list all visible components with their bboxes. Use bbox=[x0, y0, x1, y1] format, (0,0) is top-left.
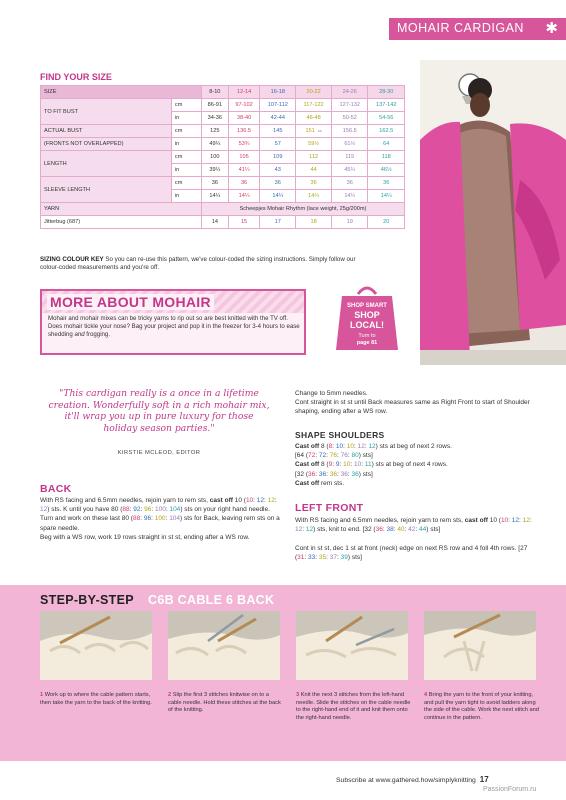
back-heading: BACK bbox=[40, 483, 72, 495]
table-note: xx bbox=[317, 128, 322, 133]
table-cell: 54-56 bbox=[368, 112, 405, 125]
table-cell: 14¼ bbox=[201, 190, 228, 203]
table-cell: 117-122 bbox=[296, 99, 332, 112]
table-cell: 46½ bbox=[368, 164, 405, 177]
left-front-heading: LEFT FRONT bbox=[295, 502, 364, 514]
bag-text-1: SHOP SMART bbox=[347, 303, 387, 309]
yarn-shade-label: Jitterbug (687) bbox=[41, 216, 202, 229]
shopping-bag-icon bbox=[332, 280, 402, 352]
table-cell: 36 bbox=[201, 177, 228, 190]
step-by-step-panel bbox=[0, 585, 566, 761]
star-icon: ✱ bbox=[545, 20, 558, 37]
table-cell: 36 bbox=[296, 177, 332, 190]
table-cell: 36 bbox=[228, 177, 260, 190]
unit-cell: in bbox=[171, 164, 201, 177]
size-col-header: 20-22 bbox=[296, 86, 332, 99]
step-2-caption: 2 Slip the first 3 stitches knitwise on to a cable needle. Hold these stitches at the back of the knitting. bbox=[168, 692, 281, 714]
size-table bbox=[40, 85, 405, 229]
table-cell: 64 bbox=[368, 138, 405, 151]
row-label: ACTUAL BUST bbox=[41, 125, 172, 138]
table-cell: 107-112 bbox=[260, 99, 296, 112]
size-col-header: 24-26 bbox=[332, 86, 368, 99]
step-by-step-title: STEP-BY-STEP bbox=[40, 593, 134, 607]
yarn-quantity-row bbox=[41, 216, 405, 229]
size-col-header: 12-14 bbox=[228, 86, 260, 99]
table-cell: 15 bbox=[228, 216, 260, 229]
table-cell: 137-142 bbox=[368, 99, 405, 112]
colour-key: SIZING COLOUR KEY So you can re-use this pattern, we've colour-coded the sizing instructions. Simply follow our colour-coded measurements and you're off. bbox=[40, 256, 356, 271]
table-cell: 53¾ bbox=[228, 138, 260, 151]
table-cell: 156.5 bbox=[332, 125, 368, 138]
box-body: Mohair and mohair mixes can be tricky yarns to rip out so are best knitted with the TV off. Does mohair tickle your nose? Bag your project and pop it in the freezer for 3-4 hours to ease shedding and frogging. bbox=[48, 315, 300, 339]
table-cell: 19 bbox=[332, 216, 368, 229]
row-label: SLEEVE LENGTH bbox=[41, 177, 172, 203]
bag-text-2: SHOP bbox=[354, 310, 380, 320]
table-cell: 112 bbox=[296, 151, 332, 164]
box-title: MORE ABOUT MOHAIR bbox=[47, 294, 214, 310]
subscribe-link[interactable]: Subscribe at www.gathered.how/simplyknitting bbox=[336, 777, 476, 784]
unit-cell: in bbox=[171, 138, 201, 151]
back-instructions: With RS facing and 6.5mm needles, rejoin yarn to rem sts, cast off 10 (10: 12: 12: 12) sts. K until you have 80 (88: 92: 96: 100: 104) sts on your right hand needle. Turn and work on these last 80 (88: 96: 100: 104) sts for Back, leaving rem sts on a spare needle. Beg with a WS row, work 19 rows straight in st st, ending after a WS row. bbox=[40, 497, 280, 541]
table-cell: 43 bbox=[260, 164, 296, 177]
yarn-row bbox=[41, 203, 405, 216]
more-about-mohair-box bbox=[40, 289, 306, 355]
table-cell: 14 bbox=[201, 216, 228, 229]
table-cell: 125 bbox=[201, 125, 228, 138]
step-by-step-subtitle: C6B CABLE 6 BACK bbox=[148, 593, 275, 607]
table-cell: 127-132 bbox=[332, 99, 368, 112]
left-front-text: With RS facing and 6.5mm needles, rejoin yarn to rem sts, cast off 10 (10: 12: 12: 12: 12) sts, knit to end. [32 (36: 38: 40: 42: 44) sts] bbox=[295, 517, 532, 534]
step-1-caption: 1 Work up to where the cable pattern starts, then take the yarn to the back of the knitting. bbox=[40, 692, 152, 706]
step-1-photo bbox=[40, 611, 152, 680]
table-row bbox=[41, 177, 405, 190]
row-label: (FRONTS NOT OVERLAPPED) bbox=[41, 138, 172, 151]
table-cell: 36 bbox=[368, 177, 405, 190]
table-cell: 49¼ bbox=[201, 138, 228, 151]
step-3-photo bbox=[296, 611, 408, 680]
table-cell: 61½ bbox=[332, 138, 368, 151]
bag-text-3: LOCAL! bbox=[350, 320, 384, 330]
size-header-row bbox=[41, 86, 405, 99]
bag-text-4: Turn to bbox=[358, 333, 376, 339]
table-cell: 45¼ bbox=[332, 164, 368, 177]
table-cell: 18 bbox=[296, 216, 332, 229]
table-cell: 14¼ bbox=[332, 190, 368, 203]
table-cell: 14¼ bbox=[260, 190, 296, 203]
size-col-header: 28-30 bbox=[368, 86, 405, 99]
size-col-header: 8-10 bbox=[201, 86, 228, 99]
table-cell: 42-44 bbox=[260, 112, 296, 125]
table-cell: 41¼ bbox=[228, 164, 260, 177]
table-cell: 145 bbox=[260, 125, 296, 138]
table-cell: 118 bbox=[368, 151, 405, 164]
table-cell: 86-91 bbox=[201, 99, 228, 112]
table-cell: 36 bbox=[332, 177, 368, 190]
unit-cell: cm bbox=[171, 151, 201, 164]
table-cell: 59½ bbox=[296, 138, 332, 151]
shape-shoulders-text: Cast off 8 (8: 10: 10: 12: 12) sts at beg of next 2 rows. [64 (72: 72: 76: 76: 80) sts] Cast off 8 (9: 9: 10: 10: 11) sts at beg of next 4 rows. [32 (36: 36: 36: 36: 36) sts] Cast off rem sts. bbox=[295, 443, 452, 487]
table-cell: 162.5 bbox=[368, 125, 405, 138]
unit-cell: in bbox=[171, 112, 201, 125]
yarn-description: Scheepjes Mohair Rhythm (lace weight, 25g/200m) bbox=[201, 203, 404, 216]
table-row bbox=[41, 99, 405, 112]
unit-cell: cm bbox=[171, 99, 201, 112]
step-4-caption: 4 Bring the yarn to the front of your knitting, and pull the yarn tight to avoid ladders along the side of the cable. Work the next stitch and continue in the pattern. bbox=[424, 692, 539, 722]
table-cell: 20 bbox=[368, 216, 405, 229]
row-label: LENGTH bbox=[41, 151, 172, 177]
table-cell: 109 bbox=[260, 151, 296, 164]
step-2-photo bbox=[168, 611, 280, 680]
yarn-label: YARN bbox=[41, 203, 202, 216]
table-cell: 38-40 bbox=[228, 112, 260, 125]
size-col-header: 16-18 bbox=[260, 86, 296, 99]
table-cell: 50-52 bbox=[332, 112, 368, 125]
editor-quote: "This cardigan really is a once in a lifetime creation. Wonderfully soft in a rich mohair mix, it'll wrap you up in pure luxury for those holiday season parties." bbox=[48, 388, 270, 434]
table-row bbox=[41, 125, 405, 138]
table-cell: 136.5 bbox=[228, 125, 260, 138]
table-cell: 14¼ bbox=[368, 190, 405, 203]
table-cell: 115 bbox=[332, 151, 368, 164]
table-cell: 14¼ bbox=[296, 190, 332, 203]
step-4-photo bbox=[424, 611, 536, 680]
quote-author: KIRSTIE MCLEOD, EDITOR bbox=[117, 450, 201, 456]
section-header bbox=[389, 18, 566, 40]
table-cell: 57 bbox=[260, 138, 296, 151]
table-cell: 151 xx bbox=[296, 125, 332, 138]
size-label: SIZE bbox=[41, 86, 202, 99]
table-cell: 46-48 bbox=[296, 112, 332, 125]
watermark: PassionForum.ru bbox=[483, 786, 537, 793]
unit-cell: cm bbox=[171, 125, 201, 138]
table-cell: 34-36 bbox=[201, 112, 228, 125]
table-row bbox=[41, 151, 405, 164]
unit-cell: in bbox=[171, 190, 201, 203]
table-cell: 14¼ bbox=[228, 190, 260, 203]
needle-change-text: Change to 5mm needles. Cont straight in st st until Back measures same as Right Front to start of Shoulder shaping, ending after a WS row. bbox=[295, 390, 530, 416]
unit-cell: cm bbox=[171, 177, 201, 190]
step-3-caption: 3 Knit the next 3 stitches from the left-hand needle. Slide the stitches on the cable needle to the right-hand end of it and knit them onto the right-hand needle. bbox=[296, 692, 411, 722]
bag-text-5: page 81 bbox=[356, 340, 378, 346]
table-cell: 105 bbox=[228, 151, 260, 164]
page-number: 17 bbox=[479, 775, 489, 784]
footer bbox=[336, 775, 489, 784]
shape-shoulders-heading: SHAPE SHOULDERS bbox=[295, 430, 385, 440]
model-photo bbox=[420, 60, 566, 365]
table-cell: 100 bbox=[201, 151, 228, 164]
table-cell: 97-102 bbox=[228, 99, 260, 112]
left-front-decrease-text: Cont in st st, dec 1 st at front (neck) edge on next RS row and 4 foll 4th rows. [27 (31: 33: 35: 37: 39) sts] bbox=[295, 545, 528, 562]
table-cell: 44 bbox=[296, 164, 332, 177]
row-label: TO FIT BUST bbox=[41, 99, 172, 125]
section-title: MOHAIR CARDIGAN bbox=[397, 21, 524, 35]
table-cell: 17 bbox=[260, 216, 296, 229]
size-table-heading: FIND YOUR SIZE bbox=[40, 72, 112, 82]
table-cell: 39¼ bbox=[201, 164, 228, 177]
table-row bbox=[41, 138, 405, 151]
table-cell: 36 bbox=[260, 177, 296, 190]
